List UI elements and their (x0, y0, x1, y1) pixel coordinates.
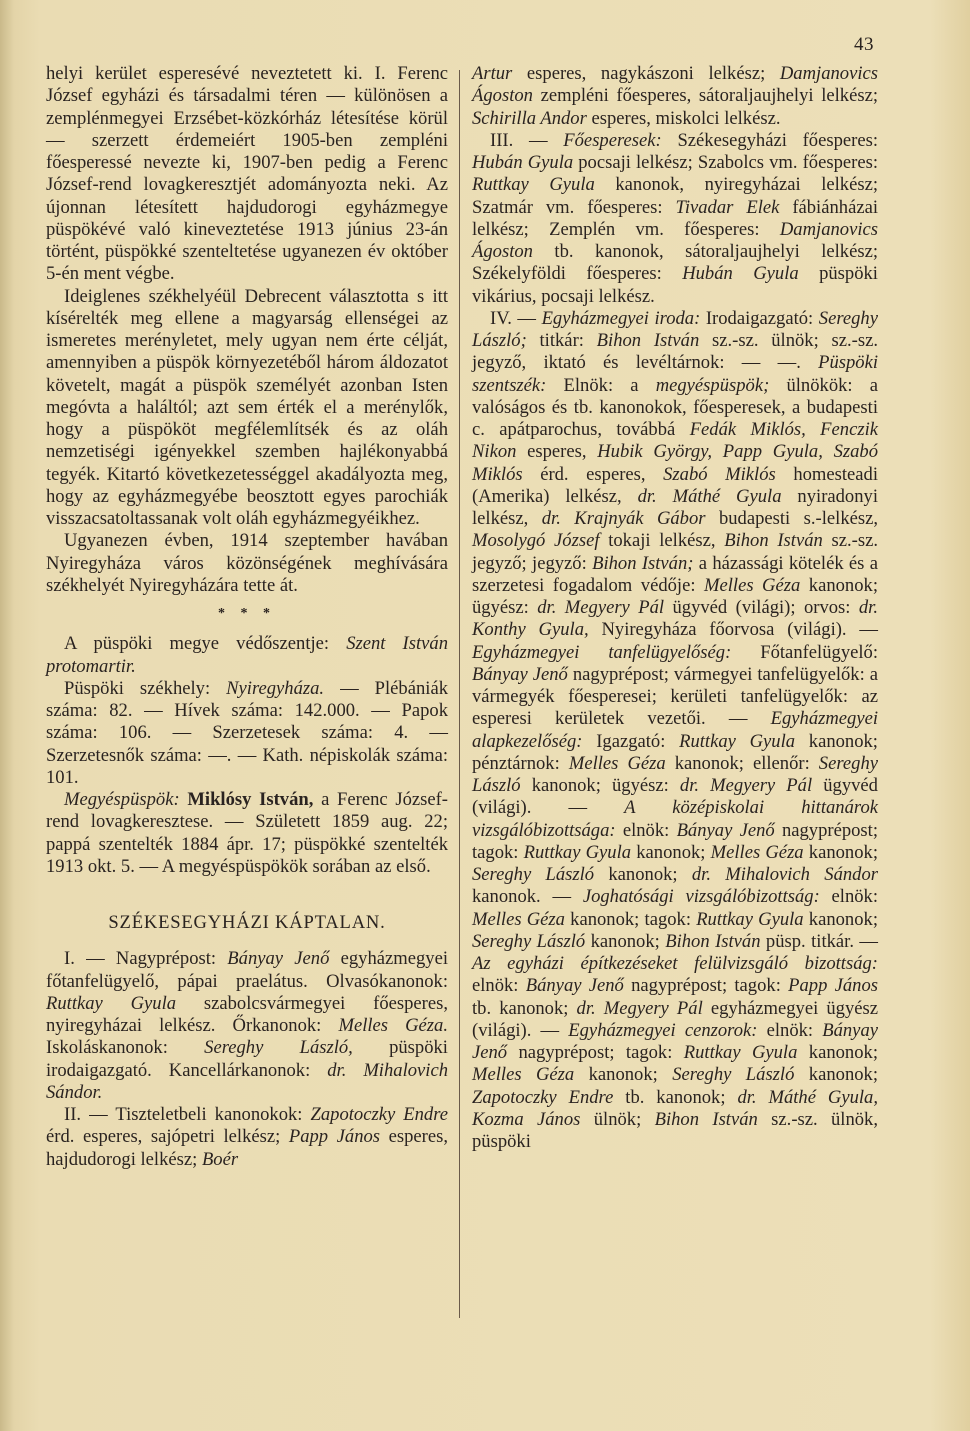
text-run: egyházmegyei főtanfelügyelő, pápai praelátus. Olvasókanonok: (46, 948, 448, 992)
person-name: Ruttkay Gyula (523, 841, 632, 863)
text-run: esperes, hajdudorogi lelkész; (46, 1126, 448, 1170)
text-run: pocsaji lelkész; Szabolcs vm. főesperes: (573, 152, 878, 173)
person-name: Schirilla Andor (472, 107, 587, 129)
paragraph-biography: helyi kerület esperesévé neveztetett ki. I. Ferenc József egyházi és társadalmi téren — különösen a zemplénmegyei Erzsébet-közkórház létesítése körül — szerzett érdemeiért 1905-ben zempléni főesperessé nevezte ki, 1907-ben pedig a Ferenc József-rend lovagkeresztjét adományozta neki. Az újonnan létesített hajdudorogi egyházmegye püspökévé való kineveztetése 1913 június 23-án történt, püspökké szenteltetése ugyanezen év október 5-én ment végbe. (46, 63, 448, 285)
text-run: sz.-sz. ülnök; sz.-sz. jegyző, iktató és levéltárnok: — —. (472, 330, 878, 374)
text-run: érd. esperes, sajópetri lelkész; (46, 1126, 289, 1148)
text-run: kanonok; (574, 1064, 673, 1086)
person-name: dr. Mihalovich Sándor (691, 864, 878, 885)
section-label: Egyházmegyei iroda: (541, 307, 701, 329)
bishop-text: a Ferenc József-rend lovagkeresztese. — Született 1859 aug. 22; pappá szentelték 1884 ápr. 17; püspökké szentelték 1913 okt. 5. — A megyéspüspökök sorában az első. (46, 789, 448, 877)
section-label: A középiskolai hittanárok vizsgálóbizottsága: (472, 797, 878, 841)
person-name: Hubik György, Papp Gyula, Szabó Miklós (472, 441, 878, 485)
person-name: Bányay Jenő (472, 1019, 878, 1063)
person-name: Damjanovics Ágoston (472, 63, 878, 107)
text-run: II. — Tiszteletbeli kanonokok: (64, 1104, 311, 1125)
text-run: tokaji lelkész, (599, 530, 725, 552)
text-run: kanonok; (631, 841, 711, 863)
person-name: dr. Máthé Gyula, Kozma János (472, 1086, 878, 1130)
person-name: Bányay Jenő (227, 948, 330, 970)
person-name: Ruttkay Gyula (472, 174, 595, 196)
section-label: Egyházmegyei tanfelügyelőség: (472, 641, 732, 663)
text-run: Elnök: a (546, 374, 656, 396)
text-run: kanonok; (794, 1064, 878, 1086)
text-run: kanonok; ügyész: (472, 574, 878, 618)
section-label: Egyházmegyei alapkezelőség: (472, 708, 878, 752)
person-name: Hubán Gyula (682, 263, 799, 285)
person-name: dr. Konthy Gyula, (472, 597, 878, 641)
person-name: Bihon István (724, 530, 823, 552)
person-name: Mosolygó József (472, 530, 600, 552)
text-run: sz.-sz. jegyző; jegyző: (472, 530, 878, 574)
paragraph-debrecen: Ideiglenes székhelyéül Debrecent választotta s itt kísérelték meg ellene a magyarság ellenségei az ismeretes merényletet, mely ugyan nem érte célját, amennyiben a püspök környezetéből három áldozatot követelt, magát a püspök személyét azonban Isten megóvta a haláltól; azt sem érték el a merénylők, hogy a püspököt megfélemlítsék és az oláh nemzetiségi igényekkel szemben hajlékonyabbá tegyék. Kitartó következetességgel akadályozta meg, hogy az egyházmegyébe beosztott egyes parochiák visszacsatoltassanak volt oláh egyházmegyéikhez. (46, 285, 448, 529)
person-name: Melles Géza. (338, 1015, 448, 1036)
person-name: Zapotoczky Endre (310, 1104, 448, 1125)
person-name: Sereghy László; (472, 307, 878, 351)
page-number: 43 (854, 34, 874, 55)
text-run: esperes, nagykászoni lelkész; (512, 63, 780, 84)
text-run: kanonok; ügyész: (520, 775, 680, 796)
person-name: Damjanovics Ágoston (472, 218, 878, 262)
paragraph-bishop (46, 789, 448, 878)
text-run: ülnök; (580, 1108, 655, 1130)
person-name: dr. Megyery Pál (537, 597, 665, 618)
text-run: kanonok; (594, 864, 692, 885)
statistics-text: — Plébániák száma: 82. — Hívek száma: 142.000. — Papok száma: 106. — Szerzetesek száma: 4. — Szerzetesnők száma: —. — Kath. népiskolák száma: 101. (46, 677, 448, 788)
text-run: püsp. titkár. — (760, 930, 878, 952)
person-name: Boér (201, 1148, 239, 1170)
text-run: kanonok, nyiregyházai lelkész; Szatmár vm. főesperes: (472, 174, 878, 218)
text-run: kanonok; (803, 908, 878, 930)
patron-label: A püspöki megye védőszentje: (64, 633, 347, 655)
person-name: dr. Mihalovich Sándor. (46, 1059, 448, 1103)
text-run: ügyvéd (világi); orvos: (664, 597, 859, 618)
person-name: dr. Megyery Pál (576, 997, 703, 1019)
person-name: Bányay Jenő (676, 819, 775, 841)
text-run: Iskoláskanonok: (46, 1037, 205, 1059)
text-run: elnök: (819, 886, 879, 908)
text-run: nagyprépost; tagok: (623, 975, 789, 997)
text-run: esperes, (516, 441, 598, 463)
text-run: püspöki vikárius, pocsaji lelkész. (472, 263, 878, 307)
person-name: Bihon István; (592, 552, 694, 574)
person-name: Sereghy László (472, 930, 586, 952)
paragraph-chapter-iii (472, 130, 878, 308)
person-name: Artur (472, 63, 513, 84)
text-run: a házassági kötelék és a szerzetesi fogadalom védője: (472, 552, 878, 596)
person-name: Sereghy László (472, 752, 878, 796)
paragraph-chapter-i (46, 948, 448, 1104)
person-name: dr. Megyery Pál (679, 775, 813, 796)
seat-city: Nyiregyháza. (226, 677, 325, 699)
person-name: Melles Géza (472, 1064, 575, 1086)
person-name: dr. Máthé Gyula (637, 485, 782, 507)
text-run: kanonok; ellenőr: (665, 752, 819, 774)
text-run: esperes, miskolci lelkész. (586, 107, 781, 129)
text-run: elnök: (757, 1019, 823, 1041)
section-label: Joghatósági vizsgálóbizottság: (582, 886, 820, 908)
person-name: Szabó Miklós (663, 463, 776, 485)
bishop-label: Megyéspüspök: (64, 789, 188, 810)
person-name: Ruttkay Gyula (683, 1042, 798, 1063)
text-run: Főtanfelügyelő: (731, 641, 878, 663)
text-run: Irodaigazgató: (700, 307, 819, 329)
patron-name: Szent István protomartir. (46, 633, 448, 677)
text-run: tb. kanonok, sátoraljaujhelyi lelkész; Székelyföldi főesperes: (472, 241, 878, 285)
section-label: Egyházmegyei cenzorok: (568, 1019, 758, 1041)
text-run: kanonok; (797, 1042, 878, 1063)
text-run: nagyprépost; tagok: (507, 1042, 684, 1063)
column-divider (459, 70, 460, 1318)
paragraph-chapter-ii (46, 1104, 448, 1171)
paragraph-statistics (46, 678, 448, 789)
text-run: budapesti s.-lelkész, (705, 508, 879, 529)
text-run: elnök: (615, 819, 677, 841)
person-name: Melles Géza (710, 841, 804, 863)
text-run: nagyprépost; tagok: (472, 819, 878, 863)
text-run: szabolcsvármegyei főesperes, nyiregyházai lelkész. Őrkanonok: (46, 992, 448, 1036)
section-label: Püspöki szentszék: (472, 352, 878, 396)
paragraph-nyiregyhaza: Ugyanezen évben, 1914 szeptember havában Nyiregyháza város közönségének meghívására székhelyét Nyiregyházára tette át. (46, 530, 448, 596)
person-name: Bihon István (654, 1108, 758, 1130)
person-name: Melles Géza (472, 908, 565, 930)
person-name: Zapotoczky Endre (472, 1086, 614, 1108)
person-name: Sereghy László (672, 1064, 795, 1086)
person-name: dr. Krajnyák Gábor (541, 508, 706, 529)
text-run: elnök: (472, 975, 526, 997)
section-separator: * * * (218, 606, 276, 621)
person-name: Papp János (288, 1126, 381, 1148)
text-run: kanonok; tagok: (564, 908, 697, 930)
person-name: Bihon István (665, 930, 761, 952)
text-run: kanonok; pénztárnok: (472, 730, 878, 774)
text-run: homesteadi (Amerika) lelkész, (472, 463, 879, 507)
paragraph-chapter-ii-cont (472, 63, 878, 130)
chapter-heading: SZÉKESEGYHÁZI KÁPTALAN. (108, 912, 386, 933)
person-name: Ruttkay Gyula (696, 908, 804, 930)
person-name: Fedák Miklós, Fenczik Nikon (472, 419, 878, 463)
section-label: Az egyházi építkezéseket felülvizsgáló bizottság: (472, 953, 878, 974)
text-run: ügyvéd (világi). — (472, 775, 878, 819)
text-run: Székesegyházi főesperes: (661, 129, 878, 151)
section-label: Főesperesek: (563, 129, 662, 151)
text-run: ülnökök: a valóságos és tb. kanonokok, főesperesek, a budapesti c. apátparochus, továbbá (472, 374, 878, 440)
text-run: III. — (490, 129, 564, 151)
person-name: Sereghy László, (204, 1037, 353, 1059)
paragraph-chapter-iv (472, 308, 878, 1154)
text-run: kanonok. — (472, 886, 583, 908)
text-run: érd. esperes, (522, 463, 664, 485)
paragraph-patron (46, 633, 448, 678)
text-run: Igazgató: (582, 730, 680, 752)
person-name: megyéspüspök; (655, 374, 770, 396)
person-name: Bányay Jenő (472, 663, 568, 685)
text-run: nagyprépost; vármegyei tanfelügyelők: a vármegyék főesperesei; kerületi tanfelügyelők: az esperesi kerületek vezetői. — (472, 663, 878, 730)
text-run: püspöki irodaigazgató. Kancellárkanonok: (46, 1037, 448, 1081)
person-name: Sereghy László (472, 864, 595, 885)
text-run: kanonok; (585, 930, 666, 952)
text-run: tb. kanonok; (472, 997, 577, 1019)
right-column (472, 63, 878, 1153)
text-run: kanonok; (803, 841, 878, 863)
person-name: Tivadar Elek (675, 196, 780, 218)
text-run: I. — Nagyprépost: (64, 948, 228, 970)
text-run: egyházmegyei ügyész (világi). — (472, 997, 878, 1041)
person-name: Hubán Gyula (472, 152, 574, 173)
person-name: Papp János (788, 975, 879, 997)
person-name: Ruttkay Gyula (679, 730, 796, 752)
person-name: Bányay Jenő (525, 975, 624, 997)
person-name: Melles Géza (704, 574, 801, 596)
bishop-name: Miklósy István, (187, 789, 314, 810)
text-run: titkár: (526, 330, 597, 351)
text-run: fábiánházai lelkész; Zemplén vm. főesperes: (472, 196, 878, 240)
text-run: zempléni főesperes, sátoraljaujhelyi lelkész; (532, 85, 878, 107)
text-run: tb. kanonok; (613, 1086, 738, 1108)
text-run: nyiradonyi lelkész, (472, 485, 878, 529)
text-run: IV. — (490, 307, 542, 329)
text-run: sz.-sz. ülnök, püspöki (472, 1108, 878, 1152)
left-column (46, 63, 448, 1171)
text-run: Nyiregyháza főorvosa (világi). — (588, 619, 878, 641)
seat-label: Püspöki székhely: (64, 677, 227, 699)
person-name: Melles Géza (568, 752, 666, 774)
person-name: Ruttkay Gyula (46, 992, 177, 1014)
person-name: Bihon István (596, 330, 700, 351)
